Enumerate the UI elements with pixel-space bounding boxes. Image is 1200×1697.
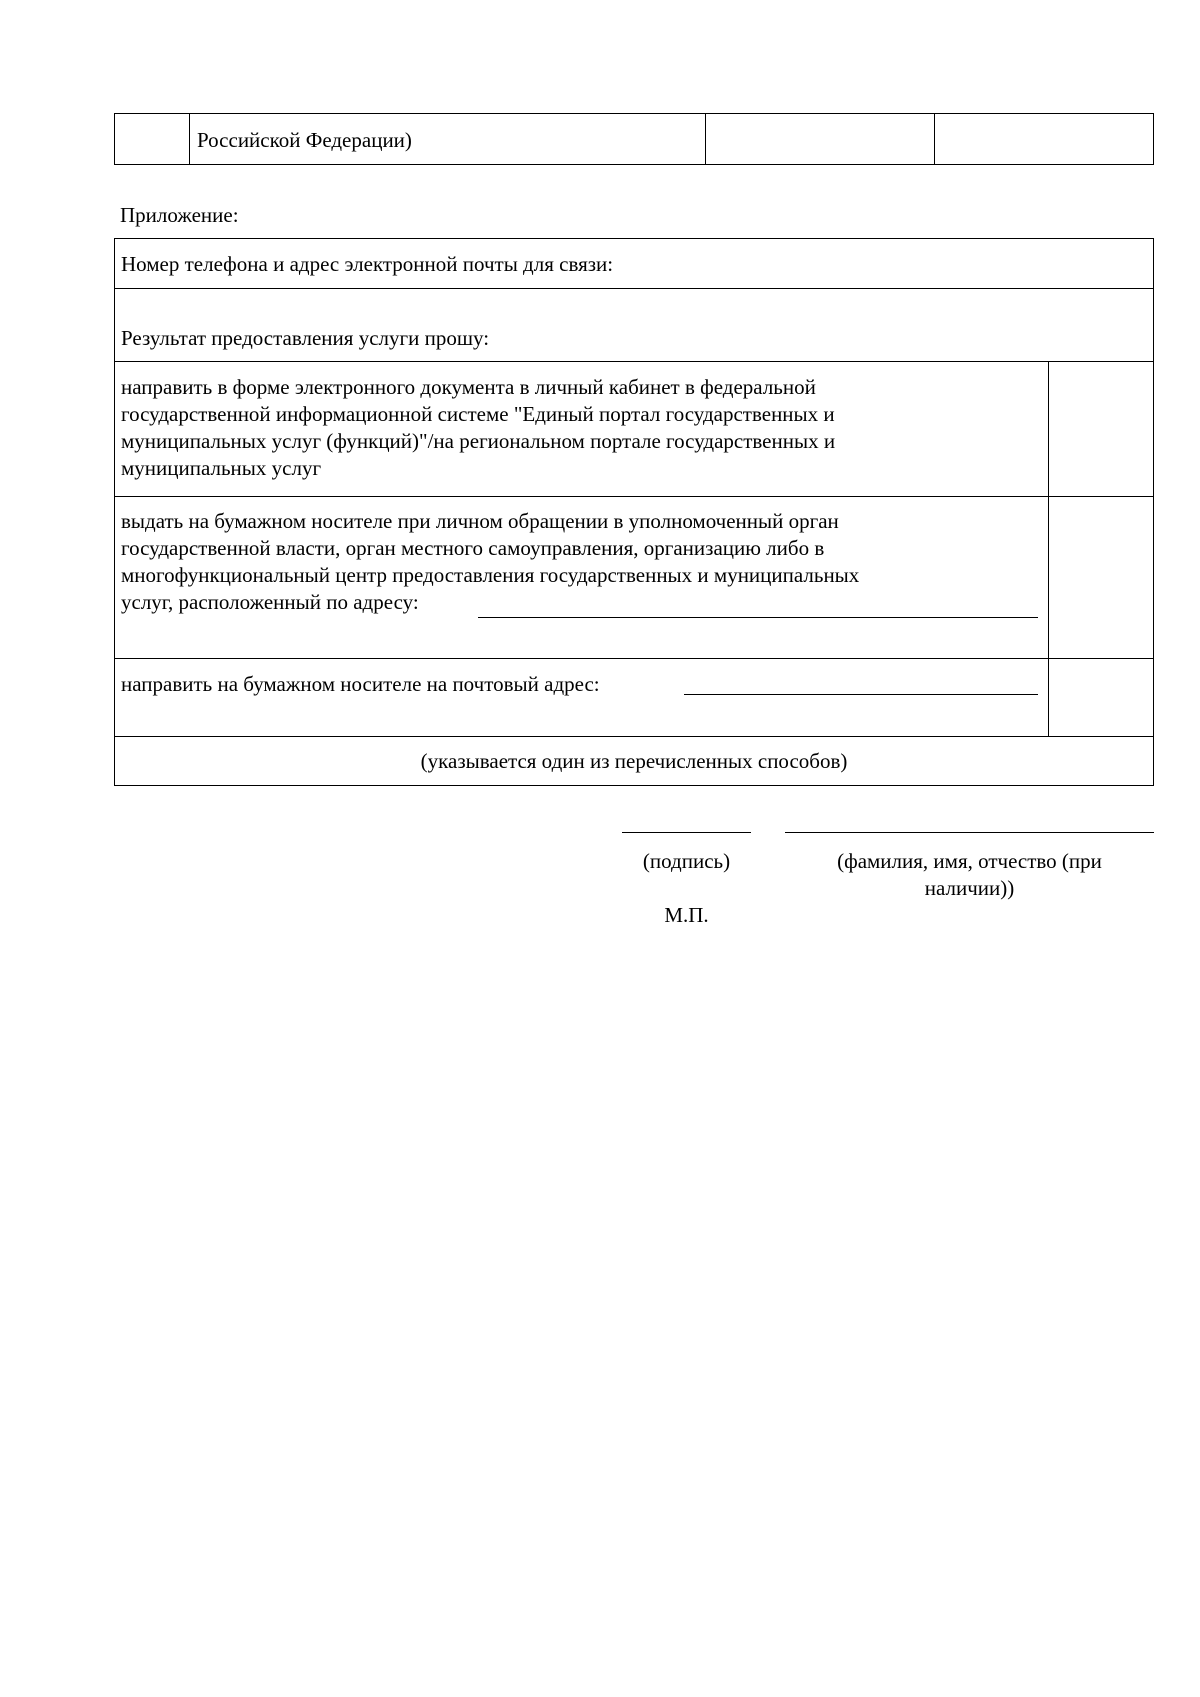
result-heading: Результат предоставления услуги прошу:	[121, 326, 490, 350]
option-line: муниципальных услуг	[121, 456, 322, 480]
method-footnote: (указывается один из перечисленных способов)	[420, 749, 848, 773]
option-line: услуг, расположенный по адресу:	[121, 590, 419, 614]
option-paper-mail-checkbox[interactable]	[1050, 660, 1152, 735]
option-electronic-text	[121, 374, 1041, 482]
full-name-caption-line: (фамилия, имя, отчество (при	[837, 849, 1102, 873]
signature-caption: (подпись)	[642, 849, 731, 873]
top-table-divider	[189, 113, 190, 165]
option-paper-office-checkbox[interactable]	[1050, 498, 1152, 656]
top-table-divider	[705, 113, 706, 165]
attachment-label: Приложение:	[120, 203, 239, 227]
option-line: муниципальных услуг (функций)"/на региональном портале государственных и	[121, 429, 836, 453]
top-table-cell-text: Российской Федерации)	[197, 128, 412, 152]
option-line: выдать на бумажном носителе при личном обращении в уполномоченный орган	[121, 509, 839, 533]
top-table-divider	[934, 113, 935, 165]
option-line: направить в форме электронного документа в личный кабинет в федеральной	[121, 375, 816, 399]
row-divider	[114, 496, 1154, 497]
full-name-caption-line: наличии))	[924, 876, 1015, 900]
contact-label: Номер телефона и адрес электронной почты для связи:	[121, 252, 614, 276]
option-paper-office-text	[121, 508, 1041, 616]
checkbox-column-divider	[1048, 361, 1049, 736]
option-line: государственной информационной системе "Единый портал государственных и	[121, 402, 835, 426]
option-line: государственной власти, орган местного самоуправления, организацию либо в	[121, 536, 825, 560]
address-fill-line[interactable]	[478, 617, 1038, 618]
option-line: многофункциональный центр предоставления государственных и муниципальных	[121, 563, 860, 587]
postal-address-fill-line[interactable]	[684, 694, 1038, 695]
stamp-mark: М.П.	[664, 903, 709, 927]
row-divider	[114, 736, 1154, 737]
row-divider	[114, 288, 1154, 289]
full-name-line[interactable]	[785, 832, 1154, 833]
option-electronic-checkbox[interactable]	[1050, 363, 1152, 495]
option-line: направить на бумажном носителе на почтовый адрес:	[121, 672, 600, 696]
row-divider	[114, 658, 1154, 659]
full-name-caption	[785, 848, 1154, 902]
row-divider	[114, 361, 1154, 362]
signature-line[interactable]	[622, 832, 751, 833]
